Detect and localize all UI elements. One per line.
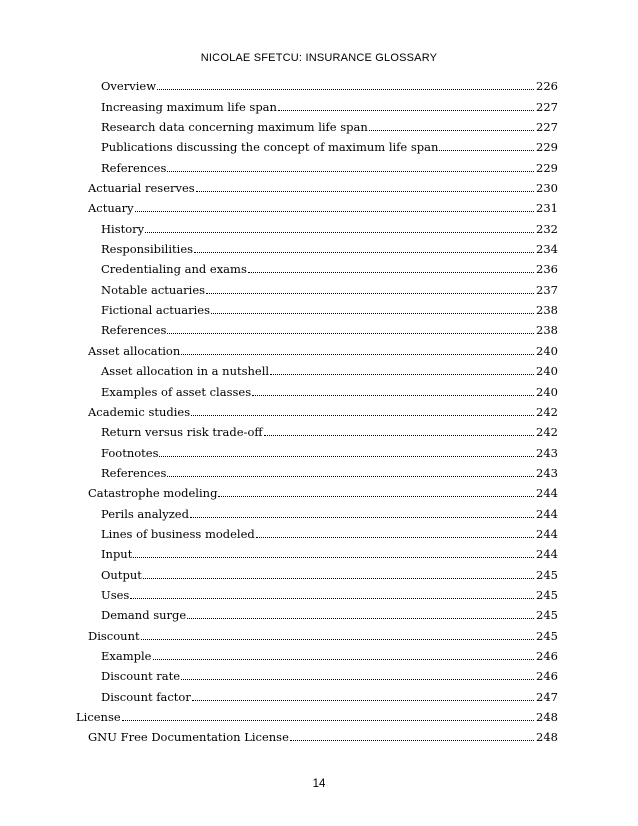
toc-entry-page: 230 bbox=[536, 181, 558, 196]
toc-entry[interactable] bbox=[0, 503, 638, 523]
toc-entry-title: Return versus risk trade-off bbox=[101, 425, 263, 440]
dot-leader bbox=[270, 374, 534, 375]
toc-entry-page: 242 bbox=[536, 425, 558, 440]
dot-leader bbox=[145, 232, 534, 233]
toc-entry-title: Increasing maximum life span bbox=[101, 99, 277, 114]
toc-entry-page: 245 bbox=[536, 608, 558, 623]
toc-entry-page: 231 bbox=[536, 201, 558, 216]
dot-leader bbox=[192, 700, 534, 701]
toc-entry[interactable] bbox=[0, 625, 638, 645]
toc-entry-title: Credentialing and exams bbox=[101, 262, 247, 277]
toc-entry[interactable] bbox=[0, 361, 638, 381]
dot-leader bbox=[130, 598, 534, 599]
toc-entry-title: Asset allocation bbox=[88, 343, 181, 358]
dot-leader bbox=[278, 110, 534, 111]
toc-entry-title: Fictional actuaries bbox=[101, 303, 210, 318]
toc-entry-title: Discount bbox=[88, 628, 140, 643]
dot-leader bbox=[206, 293, 534, 294]
toc-entry-title: References bbox=[101, 465, 167, 480]
toc-entry-page: 248 bbox=[536, 730, 558, 745]
toc-entry-title: Actuary bbox=[88, 201, 134, 216]
toc-entry[interactable] bbox=[0, 381, 638, 401]
toc-entry-page: 246 bbox=[536, 669, 558, 684]
toc-entry-page: 246 bbox=[536, 648, 558, 663]
toc-entry-title: Research data concerning maximum life span bbox=[101, 120, 368, 135]
toc-entry-title: Actuarial reserves bbox=[88, 181, 195, 196]
dot-leader bbox=[133, 557, 534, 558]
toc-entry[interactable] bbox=[0, 402, 638, 422]
toc-entry-title: Academic studies bbox=[88, 404, 191, 419]
toc-entry[interactable] bbox=[0, 686, 638, 706]
toc-entry[interactable] bbox=[0, 483, 638, 503]
dot-leader bbox=[218, 496, 534, 497]
dot-leader bbox=[159, 456, 534, 457]
toc-entry[interactable] bbox=[0, 666, 638, 686]
toc-entry-title: Example bbox=[101, 648, 152, 663]
toc-entry-page: 238 bbox=[536, 303, 558, 318]
dot-leader bbox=[122, 720, 534, 721]
toc-entry-page: 245 bbox=[536, 628, 558, 643]
toc-entry-title: Footnotes bbox=[101, 445, 159, 460]
toc-entry-title: Catastrophe modeling bbox=[88, 486, 218, 501]
running-header: NICOLAE SFETCU: INSURANCE GLOSSARY bbox=[200, 52, 438, 64]
toc-entry-page: 227 bbox=[536, 99, 558, 114]
page-number: 14 bbox=[312, 778, 326, 790]
toc-entry-title: History bbox=[101, 221, 145, 236]
dot-leader bbox=[196, 191, 534, 192]
toc-entry[interactable] bbox=[0, 422, 638, 442]
toc-entry[interactable] bbox=[0, 300, 638, 320]
dot-leader bbox=[167, 476, 534, 477]
toc-entry-page: 238 bbox=[536, 323, 558, 338]
toc-entry-page: 229 bbox=[536, 160, 558, 175]
toc-entry-title: References bbox=[101, 160, 167, 175]
toc-entry[interactable] bbox=[0, 544, 638, 564]
toc-entry[interactable] bbox=[0, 727, 638, 747]
dot-leader bbox=[211, 313, 534, 314]
toc-entry-page: 240 bbox=[536, 343, 558, 358]
toc-entry-title: Perils analyzed bbox=[101, 506, 189, 521]
toc-entry-page: 245 bbox=[536, 567, 558, 582]
toc-entry-title: Overview bbox=[101, 79, 157, 94]
toc-entry-title: Examples of asset classes bbox=[101, 384, 252, 399]
toc-entry[interactable] bbox=[0, 218, 638, 238]
dot-leader bbox=[135, 211, 534, 212]
dot-leader bbox=[187, 618, 534, 619]
toc-entry[interactable] bbox=[0, 239, 638, 259]
toc-entry[interactable] bbox=[0, 442, 638, 462]
toc-entry[interactable] bbox=[0, 259, 638, 279]
toc-entry-page: 244 bbox=[536, 506, 558, 521]
toc-entry[interactable] bbox=[0, 707, 638, 727]
toc-entry-title: Lines of business modeled bbox=[101, 526, 255, 541]
toc-entry[interactable] bbox=[0, 320, 638, 340]
toc-entry-page: 244 bbox=[536, 547, 558, 562]
dot-leader bbox=[439, 150, 534, 151]
toc-entry-title: Output bbox=[101, 567, 142, 582]
toc-entry[interactable] bbox=[0, 646, 638, 666]
toc-entry-page: 240 bbox=[536, 364, 558, 379]
dot-leader bbox=[190, 517, 534, 518]
toc-entry[interactable] bbox=[0, 157, 638, 177]
toc-entry-title: Discount rate bbox=[101, 669, 181, 684]
toc-entry-page: 244 bbox=[536, 526, 558, 541]
toc-entry-page: 242 bbox=[536, 404, 558, 419]
toc-entry-title: Notable actuaries bbox=[101, 282, 206, 297]
dot-leader bbox=[369, 130, 534, 131]
toc-entry-page: 232 bbox=[536, 221, 558, 236]
toc-entry-title: License bbox=[76, 710, 121, 724]
toc-entry[interactable] bbox=[0, 137, 638, 157]
toc-entry[interactable] bbox=[0, 279, 638, 299]
toc-entry-page: 244 bbox=[536, 486, 558, 501]
table-of-contents bbox=[0, 76, 638, 747]
toc-entry-page: 247 bbox=[536, 689, 558, 704]
toc-entry-page: 237 bbox=[536, 282, 558, 297]
toc-entry-title: Uses bbox=[101, 587, 130, 602]
toc-entry-title: Responsibilities bbox=[101, 242, 194, 257]
toc-entry[interactable] bbox=[0, 198, 638, 218]
dot-leader bbox=[153, 659, 535, 660]
toc-entry-page: 243 bbox=[536, 465, 558, 480]
toc-entry-title: Demand surge bbox=[101, 608, 187, 623]
dot-leader bbox=[181, 354, 534, 355]
dot-leader bbox=[248, 272, 534, 273]
toc-entry-page: 240 bbox=[536, 384, 558, 399]
toc-entry[interactable] bbox=[0, 96, 638, 116]
dot-leader bbox=[181, 679, 534, 680]
dot-leader bbox=[264, 435, 534, 436]
toc-entry-title: Input bbox=[101, 547, 133, 562]
toc-entry[interactable] bbox=[0, 178, 638, 198]
toc-entry-title: References bbox=[101, 323, 167, 338]
toc-entry[interactable] bbox=[0, 605, 638, 625]
dot-leader bbox=[143, 578, 534, 579]
toc-entry-page: 227 bbox=[536, 120, 558, 135]
toc-entry-page: 245 bbox=[536, 587, 558, 602]
toc-entry-page: 229 bbox=[536, 140, 558, 155]
dot-leader bbox=[256, 537, 534, 538]
dot-leader bbox=[141, 639, 534, 640]
dot-leader bbox=[167, 171, 534, 172]
toc-entry[interactable] bbox=[0, 585, 638, 605]
dot-leader bbox=[194, 252, 534, 253]
toc-entry[interactable] bbox=[0, 463, 638, 483]
dot-leader bbox=[290, 740, 534, 741]
toc-entry-page: 236 bbox=[536, 262, 558, 277]
toc-entry-page: 248 bbox=[536, 710, 558, 724]
toc-entry[interactable] bbox=[0, 76, 638, 96]
toc-entry-title: Discount factor bbox=[101, 689, 191, 704]
toc-entry-page: 226 bbox=[536, 79, 558, 94]
dot-leader bbox=[191, 415, 534, 416]
toc-entry-title: GNU Free Documentation License bbox=[88, 730, 289, 745]
dot-leader bbox=[157, 89, 534, 90]
dot-leader bbox=[252, 395, 534, 396]
toc-entry-title: Publications discussing the concept of maximum life span bbox=[101, 140, 439, 155]
toc-entry[interactable] bbox=[0, 340, 638, 360]
dot-leader bbox=[167, 333, 534, 334]
toc-entry-page: 234 bbox=[536, 242, 558, 257]
toc-entry[interactable] bbox=[0, 117, 638, 137]
toc-entry-title: Asset allocation in a nutshell bbox=[101, 364, 270, 379]
toc-entry-page: 243 bbox=[536, 445, 558, 460]
toc-entry[interactable] bbox=[0, 564, 638, 584]
toc-entry[interactable] bbox=[0, 524, 638, 544]
